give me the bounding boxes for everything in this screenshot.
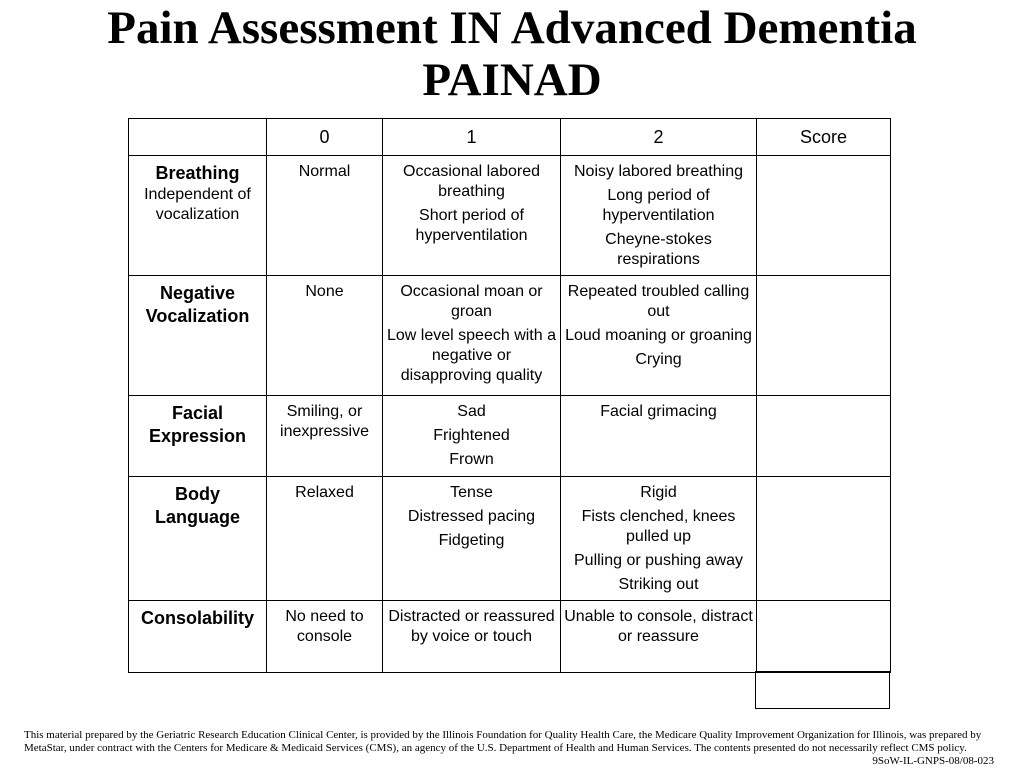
score-entry-cell[interactable] [757, 276, 891, 396]
table-row-negative-vocalization [129, 276, 891, 396]
page-title [0, 2, 1024, 106]
category-cell [129, 156, 267, 276]
category-cell [129, 276, 267, 396]
descriptor: None [305, 283, 344, 300]
descriptor: Fists clenched, knees pulled up [581, 508, 736, 545]
score-1-cell [383, 396, 561, 477]
score-1-cell [383, 276, 561, 396]
category-cell [129, 477, 267, 601]
title-line-1: Pain Assessment IN Advanced Dementia [107, 2, 917, 54]
descriptor: Normal [298, 163, 351, 180]
descriptor: No need to console [285, 608, 364, 645]
descriptor: Distracted or reassured by voice or touch [388, 608, 555, 645]
descriptor: Loud moaning or groaning [565, 327, 752, 344]
descriptor: Long period of hyperventilation [602, 187, 715, 224]
table-row-consolability [129, 601, 891, 673]
score-entry-cell[interactable] [757, 477, 891, 601]
score-2-cell [561, 156, 757, 276]
score-0-cell [267, 477, 383, 601]
footer-disclaimer: This material prepared by the Geriatric Research Education Clinical Center, is provided by the Illinois Foundation for Quality Health Care, the Medicare Quality Improvement Organization for Illinois, was prepared by MetaStar, under contract with the Centers for Medicare & Medicaid Services (CMS), an agency of the U.S. Department of Health and Human Services. The contents presented do not necessarily reflect CMS policy. [24, 729, 982, 754]
category-label: Negative Vocalization [145, 283, 250, 326]
descriptor: Striking out [618, 576, 699, 593]
score-2-cell [561, 276, 757, 396]
descriptor: Cheyne-stokes respirations [605, 231, 712, 268]
descriptor: Noisy labored breathing [574, 163, 743, 180]
table-row-body-language [129, 477, 891, 601]
category-subtitle: Independent of vocalization [144, 186, 251, 223]
header-score-2: 2 [561, 119, 757, 156]
descriptor: Facial grimacing [600, 403, 717, 420]
descriptor: Fidgeting [438, 532, 505, 549]
descriptor: Frightened [433, 427, 510, 444]
descriptor: Smiling, or inexpressive [280, 403, 369, 440]
title-line-2: PAINAD [422, 54, 602, 106]
score-entry-cell[interactable] [757, 156, 891, 276]
header-score: Score [757, 119, 891, 156]
descriptor: Unable to console, distract or reassure [564, 608, 753, 645]
header-score-0: 0 [267, 119, 383, 156]
score-0-cell [267, 156, 383, 276]
descriptor: Tense [450, 484, 493, 501]
descriptor: Pulling or pushing away [574, 552, 743, 569]
category-cell [129, 396, 267, 477]
descriptor: Occasional moan or groan [400, 283, 543, 320]
category-label: Consolability [140, 608, 254, 628]
painad-table [128, 118, 891, 673]
score-1-cell [383, 156, 561, 276]
score-2-cell [561, 396, 757, 477]
descriptor: Rigid [640, 484, 677, 501]
category-label: Breathing [155, 163, 240, 183]
table-row-facial-expression [129, 396, 891, 477]
score-entry-cell[interactable] [757, 601, 891, 673]
descriptor: Occasional labored breathing [403, 163, 540, 200]
category-label: Facial Expression [148, 403, 247, 446]
score-0-cell [267, 601, 383, 673]
descriptor: Short period of hyperventilation [415, 207, 528, 244]
header-empty [129, 119, 267, 156]
total-score-box[interactable] [755, 671, 890, 709]
score-0-cell [267, 276, 383, 396]
table-header-row [129, 119, 891, 156]
score-2-cell [561, 477, 757, 601]
category-label: Body Language [154, 484, 240, 527]
descriptor: Frown [449, 451, 494, 468]
score-1-cell [383, 601, 561, 673]
header-score-1: 1 [383, 119, 561, 156]
descriptor: Repeated troubled calling out [567, 283, 750, 320]
descriptor: Crying [635, 351, 682, 368]
table-row-breathing [129, 156, 891, 276]
score-2-cell [561, 601, 757, 673]
category-cell [129, 601, 267, 673]
descriptor: Relaxed [295, 484, 354, 501]
footer-document-code: 9SoW-IL-GNPS-08/08-023 [872, 755, 994, 767]
descriptor: Distressed pacing [407, 508, 536, 525]
descriptor: Sad [457, 403, 486, 420]
descriptor: Low level speech with a negative or disapproving quality [387, 327, 556, 384]
score-1-cell [383, 477, 561, 601]
score-entry-cell[interactable] [757, 396, 891, 477]
score-0-cell [267, 396, 383, 477]
